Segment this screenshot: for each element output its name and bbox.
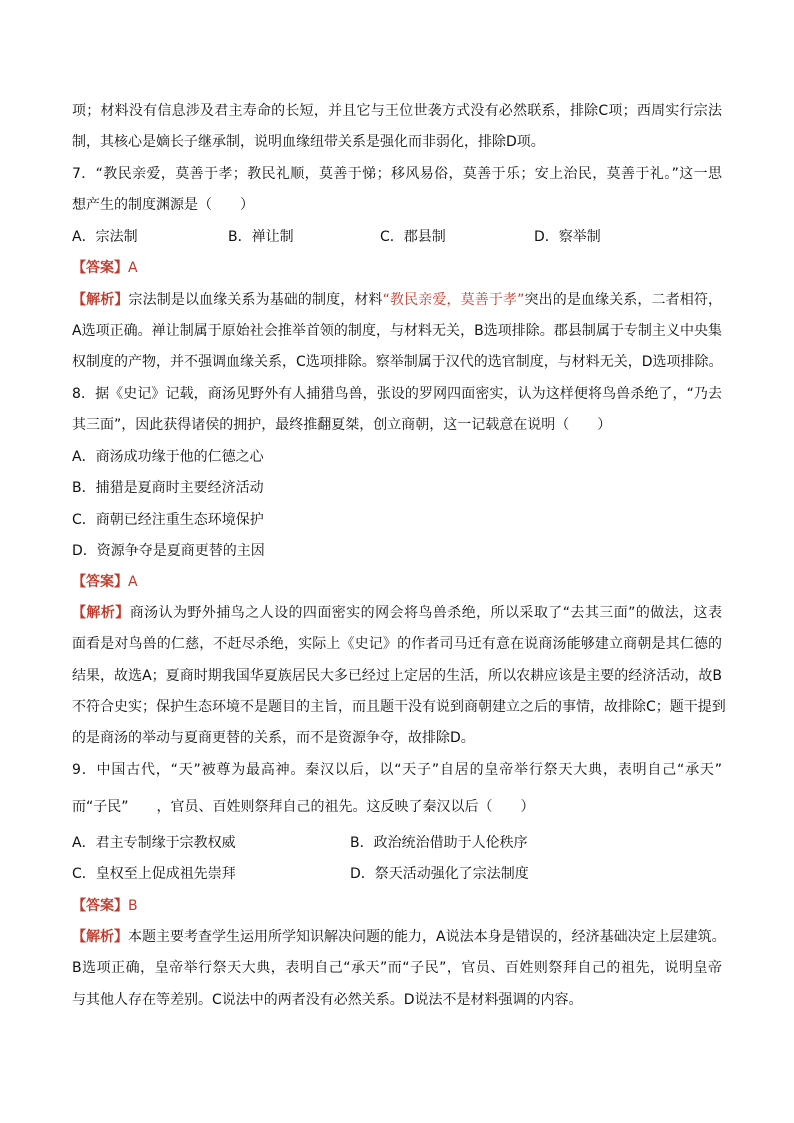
question-7-option-b: B．禅让制 xyxy=(228,229,294,245)
question-7-option-a: A．宗法制 xyxy=(72,229,138,245)
text-line: 制，其核心是嫡长子继承制，说明血缘纽带关系是强化而非弱化，排除D项。 xyxy=(72,134,545,150)
explanation-8-line-2: 面看是对鸟兽的仁慈，不赶尽杀绝，实际上《史记》的作者司马迁有意在说商汤能够建立商朝是其仁德的 xyxy=(72,636,722,652)
explanation-9-line-2: B选项正确，皇帝举行祭天大典，表明自己“承天”而“子民”，官员、百姓则祭拜自己的祖先，说明皇帝 xyxy=(72,960,722,976)
answer-7 xyxy=(72,258,722,278)
explanation-quote: “教民亲爱，莫善于孝” xyxy=(382,292,525,308)
question-8-option-b: B．捕猎是夏商时主要经济活动 xyxy=(72,480,264,496)
answer-label: 【答案】 xyxy=(72,260,128,276)
explanation-9-line-1 xyxy=(72,927,726,947)
answer-9 xyxy=(72,896,722,916)
question-9-option-d: D．祭天活动强化了宗法制度 xyxy=(350,866,529,882)
explanation-text: 本题主要考查学生运用所学知识解决问题的能力，A说法本身是错误的，经济基础决定上层建筑。 xyxy=(128,929,726,945)
answer-label: 【答案】 xyxy=(72,898,128,914)
explanation-7-line-2: A选项正确。禅让制属于原始社会推举首领的制度，与材料无关，B选项排除。郡县制属于专制主义中央集 xyxy=(72,323,722,339)
question-7-stem-cont: 想产生的制度渊源是（ ） xyxy=(72,197,254,213)
question-8-option-a: A．商汤成功缘于他的仁德之心 xyxy=(72,449,264,465)
explanation-8-line-5: 的是商汤的举动与夏商更替的关系，而不是资源争夺，故排除D。 xyxy=(72,730,475,746)
text-line: 项；材料没有信息涉及君主寿命的长短，并且它与王位世袭方式没有必然联系，排除C项；西周实行宗法 xyxy=(72,103,722,119)
question-9-stem: 9．中国古代，“天”被尊为最高神。秦汉以后，以“天子”自居的皇帝举行祭天大典，表明自己“承天” xyxy=(72,762,722,778)
explanation-8-line-3: 结果，故选A；夏商时期我国华夏族居民大多已经过上定居的生活，所以农耕应该是主要的经济活动，故B xyxy=(72,668,722,684)
explanation-label: 【解析】 xyxy=(72,292,129,308)
question-8-stem-cont: 其三面”，因此获得诸侯的拥护，最终推翻夏桀，创立商朝，这一记载意在说明（ ） xyxy=(72,417,612,433)
explanation-text: 突出的是血缘关系，二者相符， xyxy=(524,292,723,308)
question-9-stem-cont: 而“子民” ，官员、百姓则祭拜自己的祖先。这反映了秦汉以后（ ） xyxy=(72,799,535,815)
explanation-8-line-4: 不符合史实；保护生态环境不是题目的主旨，而且题干没有说到商朝建立之后的事情，故排除C；题干提到 xyxy=(72,699,726,715)
question-9-option-a: A．君主专制缘于宗教权威 xyxy=(72,835,236,851)
explanation-7-line-1 xyxy=(72,290,722,310)
answer-value: A xyxy=(128,574,138,590)
answer-value: B xyxy=(128,898,138,914)
explanation-9-line-3: 与其他人存在等差别。C说法中的两者没有必然关系。D说法不是材料强调的内容。 xyxy=(72,992,583,1008)
explanation-8-line-1 xyxy=(72,603,722,623)
question-7-stem: 7．“教民亲爱，莫善于孝；教民礼顺，莫善于悌；移风易俗，莫善于乐；安上治民，莫善于礼。”这一思 xyxy=(72,166,722,182)
explanation-label: 【解析】 xyxy=(72,605,130,621)
question-7-option-c: C．郡县制 xyxy=(380,229,446,245)
explanation-label: 【解析】 xyxy=(72,929,128,945)
question-9-option-b: B．政治统治借助于人伦秩序 xyxy=(350,835,528,851)
question-8-stem: 8．据《史记》记载，商汤见野外有人捕猎鸟兽，张设的罗网四面密实，认为这样便将鸟兽杀绝了，“乃去 xyxy=(72,386,722,402)
question-8-option-c: C．商朝已经注重生态环境保护 xyxy=(72,512,264,528)
answer-8 xyxy=(72,572,722,592)
question-9-option-c: C．皇权至上促成祖先崇拜 xyxy=(72,866,236,882)
question-7-option-d: D．察举制 xyxy=(534,229,601,245)
explanation-text: 商汤认为野外捕鸟之人设的四面密实的网会将鸟兽杀绝，所以采取了“去其三面”的做法，这表 xyxy=(129,605,722,621)
answer-label: 【答案】 xyxy=(72,574,128,590)
answer-value: A xyxy=(128,260,138,276)
explanation-7-line-3: 权制度的产物，并不强调血缘关系，C选项排除。察举制属于汉代的选官制度，与材料无关，D选项排除。 xyxy=(72,354,723,370)
question-8-option-d: D．资源争夺是夏商更替的主因 xyxy=(72,543,265,559)
explanation-text: 宗法制是以血缘关系为基础的制度，材料 xyxy=(128,292,383,308)
